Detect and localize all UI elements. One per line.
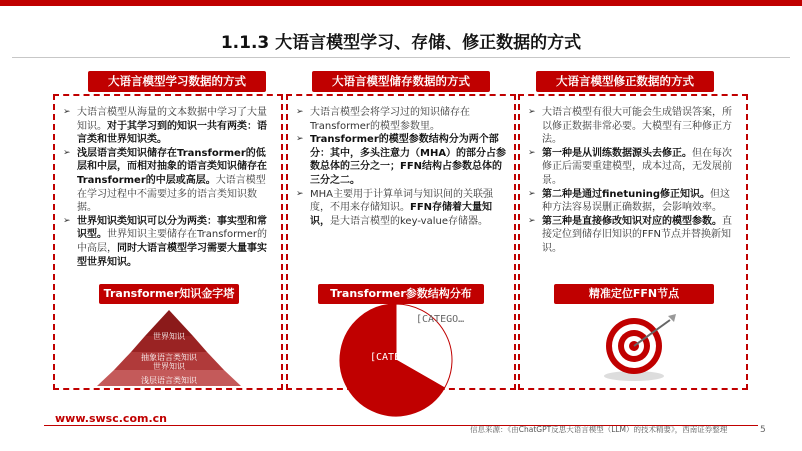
footer-source: 信息来源：《由ChatGPT反思大语言模型（LLM）的技术精要》，西南证券整理 (470, 425, 728, 434)
ffn-node-label: 精准定位FFN节点 (554, 284, 714, 304)
bullet-item: ➢ 大语言模型从海量的文本数据中学习了大量知识。对于其学习到的知识一共有两类：语言类和世界知识类。 (63, 106, 275, 147)
bullet-item: ➢ 世界知识类知识可以分为两类：事实型和常识型。世界知识主要储存在Transformer的中高层，同时大语言模型学习需要大量事实型世界知识。 (63, 215, 275, 269)
bullet-item: ➢ Transformer的模型参数结构分为两个部分：其中，多头注意力（MHA）的部分占参数总体的三分之一；FFN结构占参数总体的三分之二。 (296, 133, 508, 187)
panel-correction (518, 94, 748, 390)
pie-slice-label-0: [CATEGO… (416, 314, 465, 325)
column-header-correction: 大语言模型修正数据的方式 (536, 71, 714, 92)
bullet-item: ➢ 大语言模型会将学习过的知识储存在Transformer的模型参数里。 (296, 106, 508, 133)
title-divider (12, 57, 790, 58)
panel-learning (53, 94, 283, 390)
column-header-learning: 大语言模型学习数据的方式 (88, 71, 266, 92)
pie-slice-label-1: [CATEGO… (370, 352, 419, 363)
bullet-item: ➢ 浅层语言类知识储存在Transformer的低层和中层，而相对抽象的语言类知识储存在Transformer的中层或高层。大语言模型在学习过程中不需要过多的语言类知识数据。 (63, 147, 275, 215)
bullet-list-learning (63, 106, 275, 269)
bullet-item: ➢ 大语言模型有很大可能会生成错误答案，所以修正数据非常必要。大模型有三种修正方法。 (528, 106, 740, 147)
pyramid-label-shallow: 浅层语言类知识 (141, 376, 197, 385)
footer-url[interactable]: www.swsc.com.cn (55, 412, 167, 425)
page-number: 5 (760, 425, 766, 435)
bullet-list-correction (528, 106, 740, 256)
param-pie-chart (338, 302, 465, 388)
bullet-item: ➢ 第三种是直接修改知识对应的模型参数。直接定位到储存旧知识的FFN节点并替换新知识。 (528, 215, 740, 256)
bullet-item: ➢ 第二种是通过finetuning修正知识。但这种方法容易误删正确数据，会影响效率。 (528, 188, 740, 215)
target-icon (590, 310, 680, 384)
column-header-storage: 大语言模型储存数据的方式 (312, 71, 490, 92)
bullet-item: ➢ 第一种是从训练数据源头去修正。但在每次修正后需要重建模型，成本过高，无发展前景。 (528, 147, 740, 188)
knowledge-pyramid-label: Transformer知识金字塔 (99, 284, 239, 304)
bullet-list-storage (296, 106, 508, 228)
top-accent-bar (0, 0, 802, 6)
knowledge-pyramid (79, 308, 259, 388)
page-title: 1.1.3 大语言模型学习、存储、修正数据的方式 (220, 33, 582, 53)
panel-storage (286, 94, 516, 390)
param-distribution-label: Transformer参数结构分布 (318, 284, 484, 304)
pyramid-label-abstract: 抽象语言类知识 (141, 353, 197, 362)
pyramid-label-world: 世界知识 (153, 332, 185, 341)
bullet-item: ➢ MHA主要用于计算单词与知识间的关联强度，不用来存储知识。FFN存储着大量知识，是大语言模型的key-value存储器。 (296, 188, 508, 229)
pyramid-label-world-2: 世界知识 (153, 362, 185, 371)
